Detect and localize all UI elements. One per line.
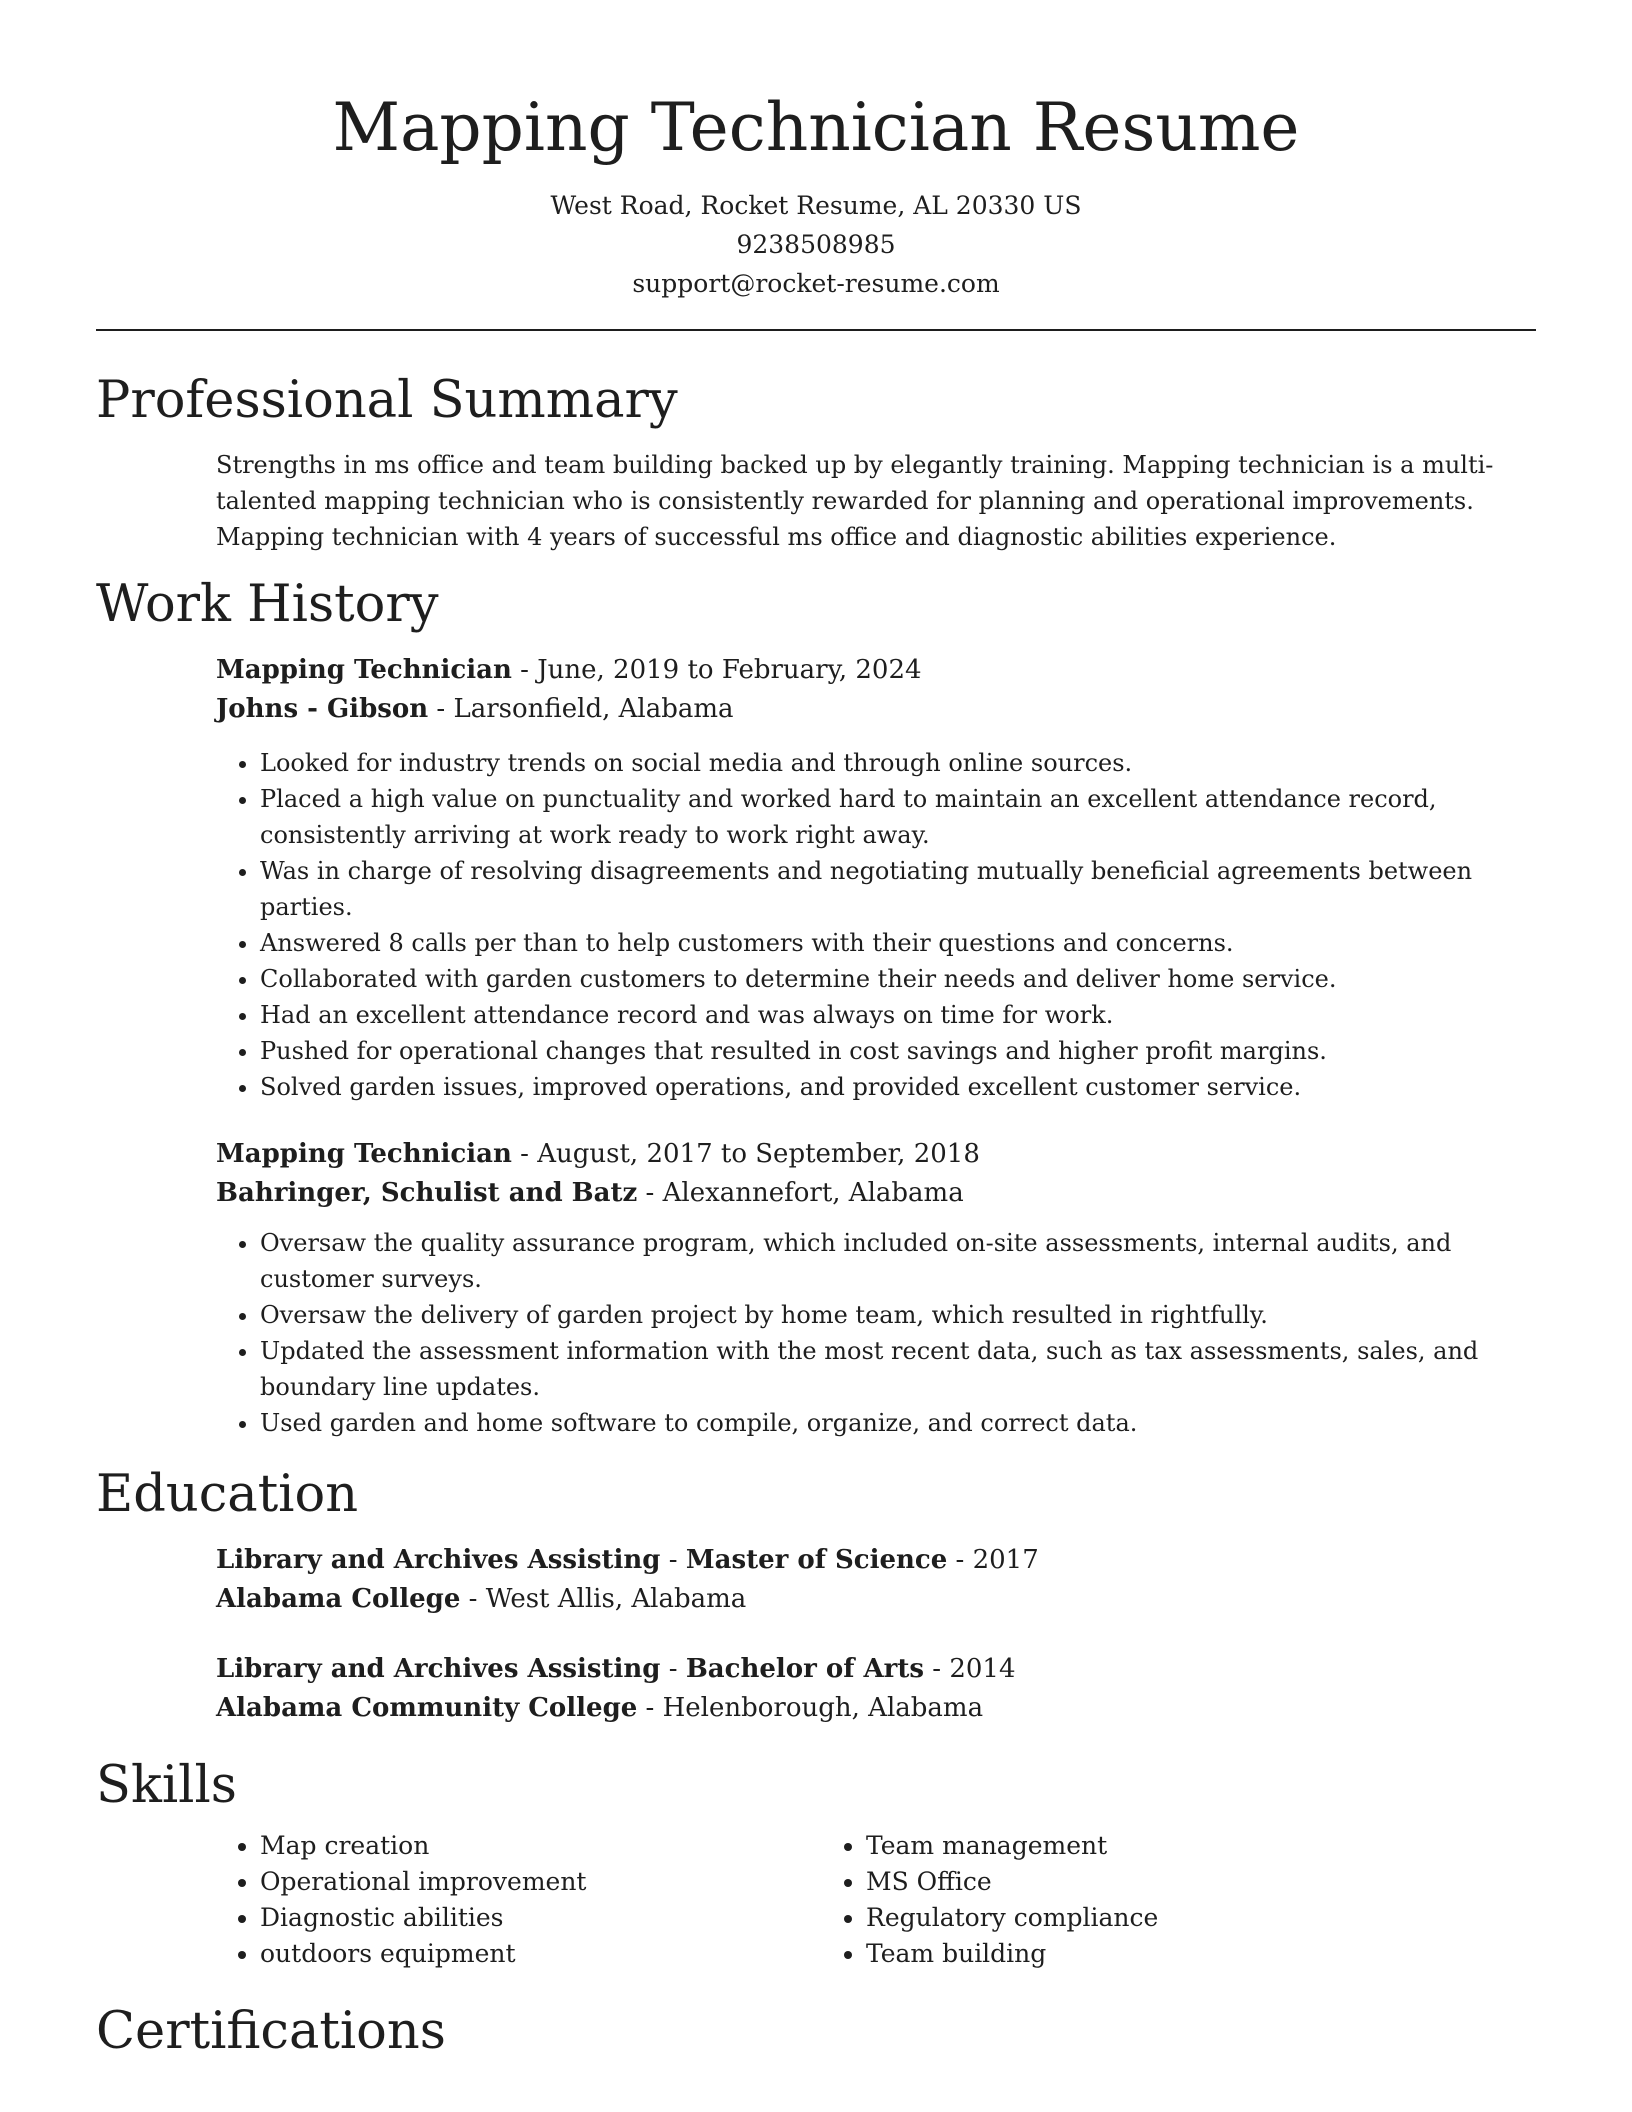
skill-item: • Regulatory compliance: [866, 1900, 1428, 1936]
job-location: Larsonfield, Alabama: [453, 694, 734, 724]
education-degree-line: [216, 1541, 1536, 1580]
education-year: 2017: [972, 1545, 1039, 1575]
job-separator: -: [511, 1139, 538, 1169]
job-bullet: • Collaborated with garden customers to determine their needs and deliver home service.: [260, 961, 1536, 997]
certifications-heading: Certifications: [96, 2002, 446, 2061]
work-heading: Work History: [96, 575, 439, 634]
contact-address: West Road, Rocket Resume, AL 20330 US: [550, 191, 1082, 220]
job-location: Alexannefort, Alabama: [662, 1178, 964, 1208]
job-title-line: [216, 1135, 1536, 1174]
skill-item: • Diagnostic abilities: [260, 1900, 822, 1936]
job-bullet: • Solved garden issues, improved operations, and provided excellent customer service.: [260, 1069, 1536, 1105]
resume-title: Mapping Technician Resume: [332, 89, 1300, 166]
job-bullet: • Oversaw the quality assurance program, which included on-site assessments, internal audits, and customer surveys.: [260, 1225, 1536, 1297]
job-bullet: • Was in charge of resolving disagreements and negotiating mutually beneficial agreements between parties.: [260, 853, 1536, 925]
work-section: [96, 573, 1536, 1441]
skills-list-right: [822, 1828, 1428, 1972]
job-bullet: • Answered 8 calls per than to help customers with their questions and concerns.: [260, 925, 1536, 961]
job-bullet: • Oversaw the delivery of garden project by home team, which resulted in rightfully.: [260, 1297, 1536, 1333]
skills-columns: [216, 1828, 1536, 1972]
education-heading: Education: [96, 1465, 359, 1524]
job-entry: [216, 1135, 1536, 1441]
resume-page: [96, 0, 1536, 2064]
summary-heading: Professional Summary: [96, 371, 678, 430]
summary-text: Strengths in ms office and team building backed up by elegantly training. Mapping technician is a multi-talented mapping technician who is consistently rewarded for planning and operational improvements. Mapping technician with 4 years of successful ms office and diagnostic abilities experience.: [216, 451, 1494, 551]
job-separator: -: [637, 1178, 663, 1208]
job-position: Mapping Technician: [216, 1139, 512, 1169]
education-separator: -: [660, 1545, 686, 1575]
job-dates: June, 2019 to February, 2024: [537, 655, 922, 685]
skill-item: • Team building: [866, 1936, 1428, 1972]
education-separator: -: [460, 1584, 486, 1614]
job-bullet: • Looked for industry trends on social media and through online sources.: [260, 745, 1536, 781]
education-field: Library and Archives Assisting: [216, 1654, 661, 1684]
contact-block: [96, 186, 1536, 303]
skill-item: • Operational improvement: [260, 1864, 822, 1900]
skill-item: • MS Office: [866, 1864, 1428, 1900]
skill-item: • outdoors equipment: [260, 1936, 822, 1972]
education-separator: -: [660, 1654, 686, 1684]
job-separator: -: [511, 655, 538, 685]
skill-item: • Team management: [866, 1828, 1428, 1864]
skills-list-left: [216, 1828, 822, 1972]
skills-heading: Skills: [96, 1756, 237, 1815]
education-school: Alabama College: [216, 1584, 461, 1614]
certifications-section: [96, 2000, 1536, 2064]
education-school-line: [216, 1689, 1536, 1728]
education-separator: -: [923, 1654, 950, 1684]
job-company-line: [216, 690, 1536, 729]
job-bullets: [216, 1225, 1536, 1441]
job-company: Bahringer, Schulist and Batz: [216, 1178, 638, 1208]
summary-section: [96, 369, 1536, 555]
skill-item: • Map creation: [260, 1828, 822, 1864]
job-title-line: [216, 651, 1536, 690]
job-bullet: • Placed a high value on punctuality and worked hard to maintain an excellent attendance record, consistently arriving at work ready to work right away.: [260, 781, 1536, 853]
resume-header: [96, 0, 1536, 303]
job-company: Johns - Gibson: [216, 694, 429, 724]
header-divider: [96, 329, 1536, 331]
job-bullet: • Updated the assessment information with the most recent data, such as tax assessments, sales, and boundary line updates.: [260, 1333, 1536, 1405]
education-field: Library and Archives Assisting: [216, 1545, 661, 1575]
education-location: West Allis, Alabama: [485, 1584, 747, 1614]
education-section: [96, 1463, 1536, 1728]
job-dates: August, 2017 to September, 2018: [537, 1139, 980, 1169]
education-separator: -: [637, 1693, 663, 1723]
education-year: 2014: [949, 1654, 1016, 1684]
skills-section: [96, 1754, 1536, 1972]
education-degree: Master of Science: [685, 1545, 948, 1575]
job-position: Mapping Technician: [216, 655, 512, 685]
education-school-line: [216, 1580, 1536, 1619]
job-bullets: [216, 745, 1536, 1105]
contact-phone: 9238508985: [736, 230, 896, 259]
job-entry: [216, 651, 1536, 1105]
education-degree-line: [216, 1650, 1536, 1689]
education-degree: Bachelor of Arts: [685, 1654, 924, 1684]
education-entry: [216, 1650, 1536, 1728]
education-separator: -: [947, 1545, 973, 1575]
job-company-line: [216, 1174, 1536, 1213]
education-entry: [216, 1541, 1536, 1619]
education-location: Helenborough, Alabama: [662, 1693, 984, 1723]
job-separator: -: [428, 694, 454, 724]
education-school: Alabama Community College: [216, 1693, 638, 1723]
contact-email: support@rocket-resume.com: [632, 269, 1000, 298]
job-bullet: • Had an excellent attendance record and was always on time for work.: [260, 997, 1536, 1033]
job-bullet: • Pushed for operational changes that resulted in cost savings and higher profit margins.: [260, 1033, 1536, 1069]
job-bullet: • Used garden and home software to compile, organize, and correct data.: [260, 1405, 1536, 1441]
